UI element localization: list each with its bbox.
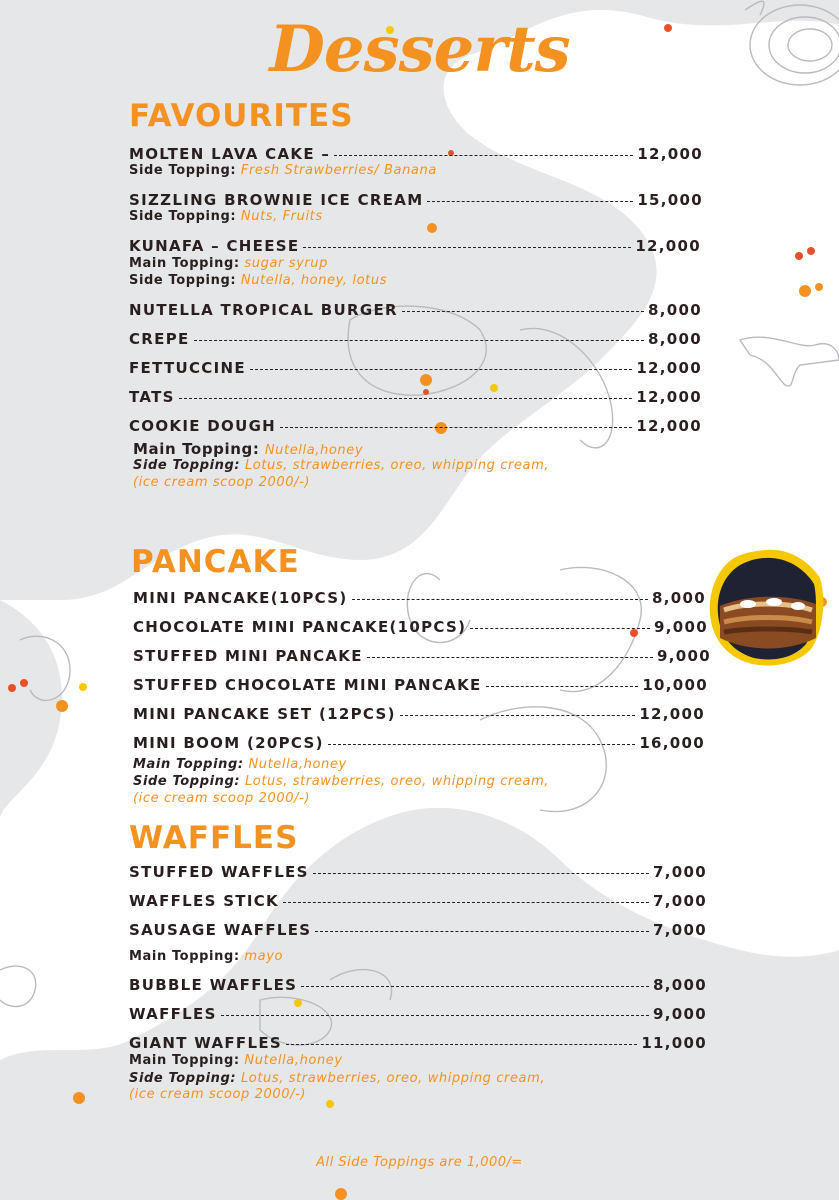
menu-item xyxy=(129,416,702,436)
topping-note xyxy=(129,1053,343,1068)
item-name: MINI BOOM (20PCS) xyxy=(133,734,324,752)
topping-note xyxy=(129,949,283,964)
menu-item xyxy=(129,862,707,882)
menu-item xyxy=(129,920,707,940)
item-name: MOLTEN LAVA CAKE – xyxy=(129,145,331,163)
dotted-leader xyxy=(400,715,636,716)
topping-label: Main Topping: xyxy=(133,440,260,458)
item-price: 12,000 xyxy=(639,705,705,723)
menu-item xyxy=(129,891,707,911)
item-name: SAUSAGE WAFFLES xyxy=(129,921,312,939)
topping-value: Lotus, strawberries, oreo, whipping cream, xyxy=(244,774,550,789)
topping-label: Main Topping: xyxy=(133,757,244,772)
item-name: STUFFED MINI PANCAKE xyxy=(133,647,363,665)
topping-note xyxy=(129,273,387,288)
item-name: WAFFLES xyxy=(129,1005,217,1023)
menu-item xyxy=(133,646,711,666)
dotted-leader xyxy=(334,155,633,156)
topping-label: Side Topping: xyxy=(133,774,241,789)
dotted-leader xyxy=(427,201,633,202)
topping-label: Main Topping: xyxy=(129,1053,240,1068)
item-name: GIANT WAFFLES xyxy=(129,1034,282,1052)
menu-item xyxy=(133,704,705,724)
item-price: 8,000 xyxy=(652,589,706,607)
topping-label: Side Topping: xyxy=(133,458,241,473)
item-name: CREPE xyxy=(129,330,190,348)
topping-label: Side Topping: xyxy=(129,1071,237,1086)
item-price: 9,000 xyxy=(654,618,708,636)
item-price: 12,000 xyxy=(636,417,702,435)
topping-value: Nutella, honey, lotus xyxy=(240,273,388,288)
dotted-leader xyxy=(283,902,649,903)
pancake-photo xyxy=(708,548,824,668)
topping-label: Side Topping: xyxy=(129,273,237,288)
item-name: WAFFLES STICK xyxy=(129,892,279,910)
item-price: 10,000 xyxy=(642,676,708,694)
pancake-heading: PANCAKE xyxy=(131,544,300,580)
menu-item xyxy=(129,190,703,210)
dotted-leader xyxy=(286,1044,637,1045)
topping-extra: (ice cream scoop 2000/-) xyxy=(129,1087,307,1102)
topping-value: Nuts, Fruits xyxy=(240,209,323,224)
topping-note xyxy=(133,458,549,473)
topping-value: Nutella,honey xyxy=(264,443,364,458)
item-price: 12,000 xyxy=(637,145,703,163)
item-price: 15,000 xyxy=(637,191,703,209)
dotted-leader xyxy=(280,427,632,428)
item-price: 9,000 xyxy=(657,647,711,665)
topping-extra: (ice cream scoop 2000/-) xyxy=(133,791,311,806)
menu-item xyxy=(133,588,706,608)
dotted-leader xyxy=(486,686,639,687)
item-name: KUNAFA – CHEESE xyxy=(129,237,300,255)
item-name: TATS xyxy=(129,388,175,406)
item-price: 16,000 xyxy=(639,734,705,752)
topping-note xyxy=(129,209,323,224)
item-name: COOKIE DOUGH xyxy=(129,417,277,435)
item-price: 12,000 xyxy=(635,237,701,255)
dotted-leader xyxy=(367,657,653,658)
page-title: Desserts xyxy=(269,12,570,87)
item-name: SIZZLING BROWNIE ICE CREAM xyxy=(129,191,424,209)
topping-label: Main Topping: xyxy=(129,949,240,964)
menu-item xyxy=(129,329,702,349)
menu-item xyxy=(129,144,703,164)
topping-value: mayo xyxy=(244,949,284,964)
dotted-leader xyxy=(470,628,650,629)
item-price: 7,000 xyxy=(653,892,707,910)
topping-value: Nutella,honey xyxy=(244,1053,343,1068)
item-name: STUFFED WAFFLES xyxy=(129,863,309,881)
dotted-leader xyxy=(250,369,632,370)
topping-note xyxy=(133,757,347,772)
dotted-leader xyxy=(194,340,645,341)
dotted-leader xyxy=(179,398,633,399)
item-price: 8,000 xyxy=(653,976,707,994)
dotted-leader xyxy=(328,744,636,745)
topping-value: Fresh Strawberries/ Banana xyxy=(240,163,437,178)
menu-item xyxy=(133,675,708,695)
menu-item xyxy=(129,358,702,378)
dotted-leader xyxy=(301,986,649,987)
item-name: MINI PANCAKE(10PCS) xyxy=(133,589,348,607)
item-name: FETTUCCINE xyxy=(129,359,246,377)
item-price: 9,000 xyxy=(653,1005,707,1023)
topping-value: Lotus, strawberries, oreo, whipping cream, xyxy=(240,1071,546,1086)
item-price: 11,000 xyxy=(641,1034,707,1052)
menu-item xyxy=(129,1004,707,1024)
item-name: NUTELLA TROPICAL BURGER xyxy=(129,301,398,319)
topping-label: Main Topping: xyxy=(129,256,240,271)
menu-item xyxy=(129,387,702,407)
topping-note xyxy=(133,440,363,458)
menu-item xyxy=(129,1033,707,1053)
dotted-leader xyxy=(313,873,649,874)
topping-value: Lotus, strawberries, oreo, whipping cream, xyxy=(244,458,550,473)
item-price: 8,000 xyxy=(648,330,702,348)
item-name: STUFFED CHOCOLATE MINI PANCAKE xyxy=(133,676,482,694)
topping-label: Side Topping: xyxy=(129,209,237,224)
menu-item xyxy=(129,975,707,995)
topping-note xyxy=(129,1071,545,1086)
topping-label: Side Topping: xyxy=(129,163,237,178)
item-price: 8,000 xyxy=(648,301,702,319)
dotted-leader xyxy=(221,1015,649,1016)
waffles-heading: WAFFLES xyxy=(129,820,299,856)
dotted-leader xyxy=(315,931,649,932)
item-price: 12,000 xyxy=(636,359,702,377)
favourites-heading: FAVOURITES xyxy=(129,98,354,134)
footer-note: All Side Toppings are 1,000/= xyxy=(316,1155,523,1170)
topping-note xyxy=(133,774,549,789)
item-price: 7,000 xyxy=(653,921,707,939)
item-price: 7,000 xyxy=(653,863,707,881)
menu-item xyxy=(133,733,705,753)
topping-value: sugar syrup xyxy=(244,256,329,271)
menu-item xyxy=(133,617,708,637)
item-price: 12,000 xyxy=(636,388,702,406)
dotted-leader xyxy=(303,247,631,248)
topping-extra: (ice cream scoop 2000/-) xyxy=(133,475,311,490)
dotted-leader xyxy=(352,599,649,600)
gray-blob-left xyxy=(0,600,62,820)
topping-value: Nutella,honey xyxy=(248,757,347,772)
topping-note xyxy=(129,163,437,178)
item-name: MINI PANCAKE SET (12PCS) xyxy=(133,705,396,723)
menu-item xyxy=(129,236,701,256)
menu-item xyxy=(129,300,702,320)
dotted-leader xyxy=(402,311,644,312)
topping-note xyxy=(129,256,328,271)
item-name: CHOCOLATE MINI PANCAKE(10PCS) xyxy=(133,618,467,636)
item-name: BUBBLE WAFFLES xyxy=(129,976,298,994)
